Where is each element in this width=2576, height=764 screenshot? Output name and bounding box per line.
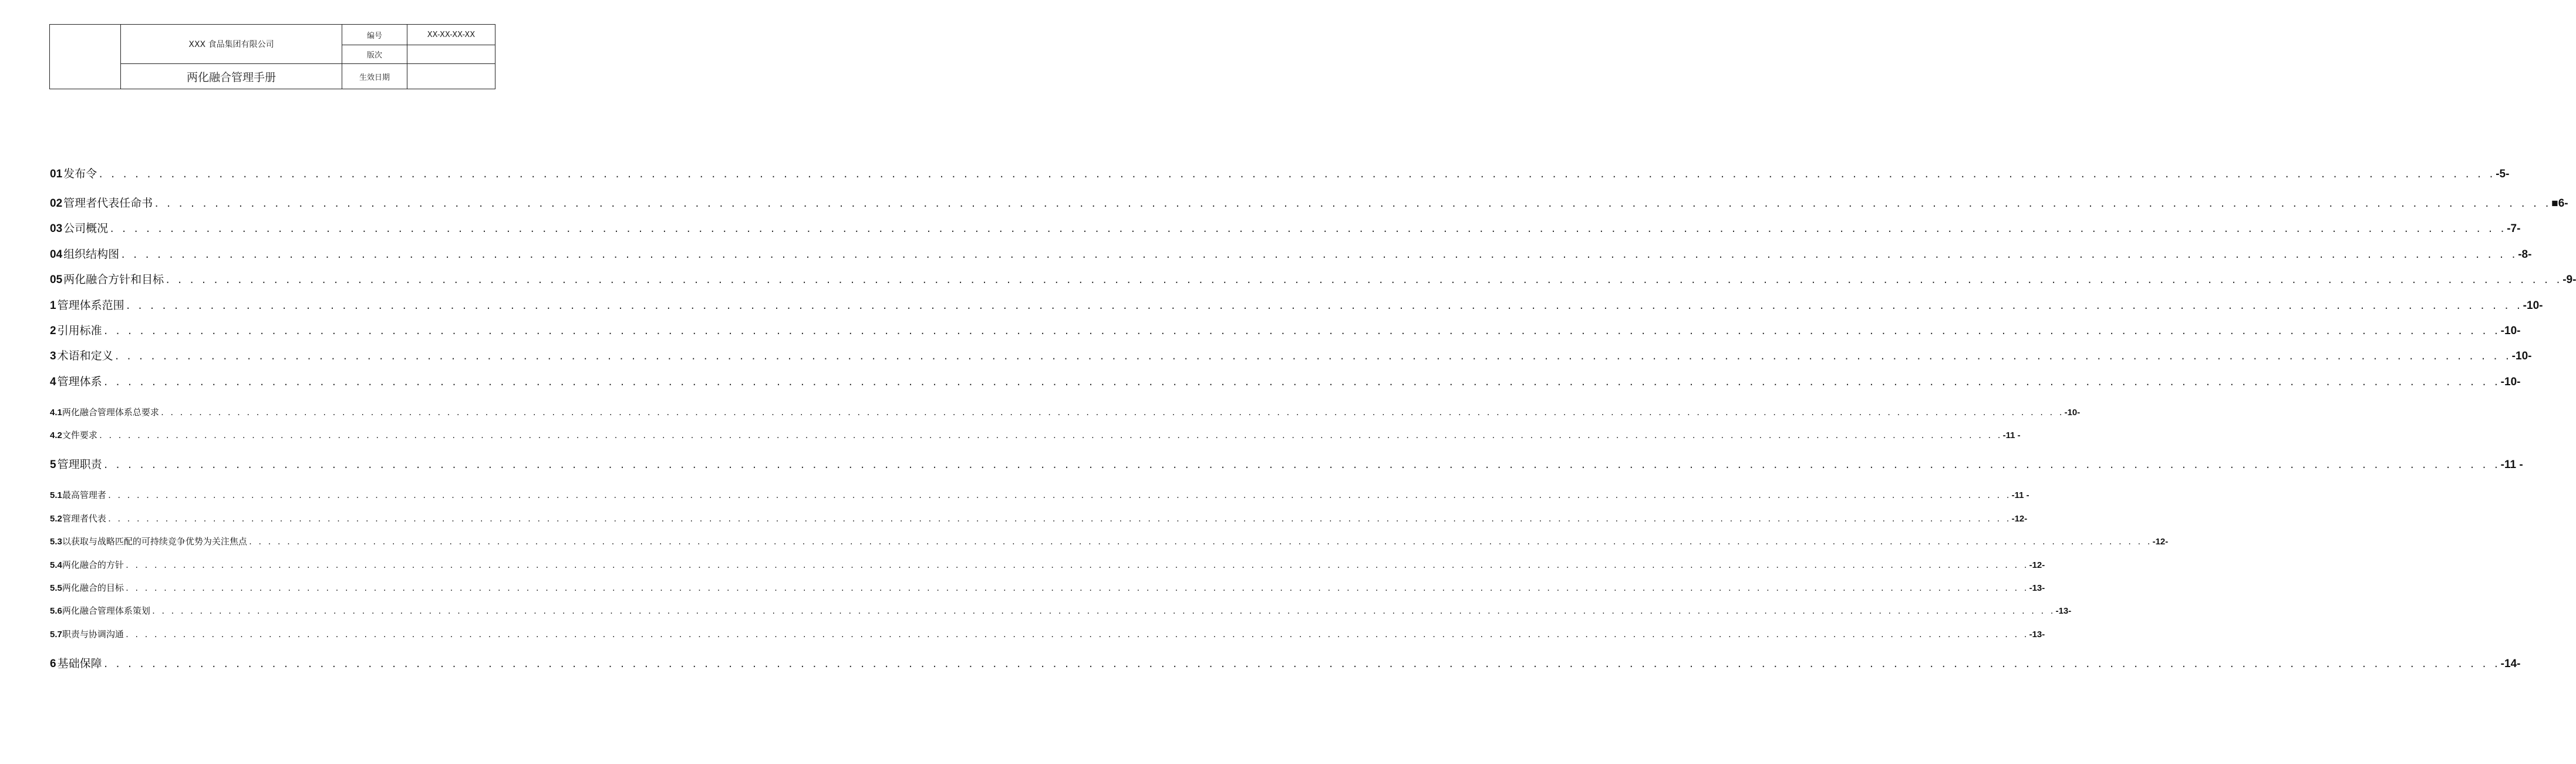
toc-leader: . . . . . . . . . . . . . . . . . . . . . . . . . . . . . . . . . . . . . . . . . . . . . . . . . . . . . . . . . . . . . . . . . . . . . . . . . . . . . . . . . . . . . . . . . . . . . . . . . . . . . . . . . . . . . . . . . . . . . . . . . . . . . . . . . . . . . . . . . . . . . . . . . . . . . . . . . . . . . . . . . . . . . . . . . . . . . . . . . . . . . . . . . . . . . . . . . . . . . . . .	[124, 631, 2028, 639]
toc-subentry[interactable]	[50, 581, 2045, 595]
toc-entry[interactable]	[50, 194, 2568, 212]
toc-number: 05	[50, 274, 63, 286]
toc-leader: . . . . . . . . . . . . . . . . . . . . . . . . . . . . . . . . . . . . . . . . . . . . . . . . . . . . . . . . . . . . . . . . . . . . . . . . . . . . . . . . . . . . . . . . . . . . . . . . . . . . . . . . . . . . . . . . . . . . . . . . . . . . . . . . . . . . . . . . . . . . . . . . . . . . . . . . . . . . . . . . . . . . . . . . . . . . . . . . . . . . . . . . . . . . . . . . . . . . . . . .	[114, 351, 2511, 362]
toc-page: -12-	[2152, 537, 2169, 547]
document-title: 两化融合管理手册	[121, 64, 342, 89]
toc-page: -9-	[2562, 274, 2576, 286]
toc-page: -10-	[2500, 325, 2521, 337]
toc-page: ■6-	[2551, 197, 2568, 210]
number-value: XX-XX-XX-XX	[407, 25, 495, 45]
toc-leader: . . . . . . . . . . . . . . . . . . . . . . . . . . . . . . . . . . . . . . . . . . . . . . . . . . . . . . . . . . . . . . . . . . . . . . . . . . . . . . . . . . . . . . . . . . . . . . . . . . . . . . . . . . . . . . . . . . . . . . . . . . . . . . . . . . . . . . . . . . . . . . . . . . . . . . . . . . . . . . . . . . . . . . . . . . . . . . . . . . . . . . . . . . . . . . . . . . . . . . . .	[125, 301, 2522, 311]
toc-leader: . . . . . . . . . . . . . . . . . . . . . . . . . . . . . . . . . . . . . . . . . . . . . . . . . . . . . . . . . . . . . . . . . . . . . . . . . . . . . . . . . . . . . . . . . . . . . . . . . . . . . . . . . . . . . . . . . . . . . . . . . . . . . . . . . . . . . . . . . . . . . . . . . . . . . . . . . . . . . . . . . . . . . . . . . . . . . . . . . . . . . . . . . . . . . . . . . . . . . . . .	[103, 377, 2500, 388]
toc-page: -13-	[2029, 583, 2045, 593]
toc-subentry[interactable]	[50, 558, 2045, 573]
toc-subentry[interactable]	[50, 406, 2081, 420]
toc-leader: . . . . . . . . . . . . . . . . . . . . . . . . . . . . . . . . . . . . . . . . . . . . . . . . . . . . . . . . . . . . . . . . . . . . . . . . . . . . . . . . . . . . . . . . . . . . . . . . . . . . . . . . . . . . . . . . . . . . . . . . . . . . . . . . . . . . . . . . . . . . . . . . . . . . . . . . . . . . . . . . . . . . . . . . . . . . . . . . . . . . . . . . . . . . . . . . . . . . . . . .	[103, 460, 2500, 470]
toc-page: -10-	[2523, 299, 2543, 312]
toc-number: 5.3	[50, 537, 62, 547]
toc-title: 职责与协调沟通	[62, 629, 124, 640]
toc-number: 04	[50, 248, 63, 261]
toc-title: 管理者代表	[62, 513, 106, 524]
toc-page: -11 -	[2002, 430, 2021, 440]
toc-leader: . . . . . . . . . . . . . . . . . . . . . . . . . . . . . . . . . . . . . . . . . . . . . . . . . . . . . . . . . . . . . . . . . . . . . . . . . . . . . . . . . . . . . . . . . . . . . . . . . . . . . . . . . . . . . . . . . . . . . . . . . . . . . . . . . . . . . . . . . . . . . . . . . . . . . . . . . . . . . . . . . . . . . . . . . . . . . . . . . . . . . . . . . . . . . . . . . . . . . . . .	[160, 409, 2064, 417]
toc-entry[interactable]	[50, 655, 2521, 672]
toc-page: -12-	[2011, 514, 2028, 524]
toc-page: -11 -	[2011, 490, 2029, 500]
toc-number: 6	[50, 658, 56, 670]
toc-title: 两化融合的目标	[62, 583, 124, 593]
toc-leader: . . . . . . . . . . . . . . . . . . . . . . . . . . . . . . . . . . . . . . . . . . . . . . . . . . . . . . . . . . . . . . . . . . . . . . . . . . . . . . . . . . . . . . . . . . . . . . . . . . . . . . . . . . . . . . . . . . . . . . . . . . . . . . . . . . . . . . . . . . . . . . . . . . . . . . . . . . . . . . . . . . . . . . . . . . . . . . . . . . . . . . . . . . . . . . . . . . . . . . . .	[98, 169, 2495, 180]
version-label: 版次	[342, 45, 407, 64]
toc-number: 3	[50, 350, 56, 362]
toc-title: 以获取与战略匹配的可持续竞争优势为关注焦点	[62, 536, 247, 547]
toc-leader: . . . . . . . . . . . . . . . . . . . . . . . . . . . . . . . . . . . . . . . . . . . . . . . . . . . . . . . . . . . . . . . . . . . . . . . . . . . . . . . . . . . . . . . . . . . . . . . . . . . . . . . . . . . . . . . . . . . . . . . . . . . . . . . . . . . . . . . . . . . . . . . . . . . . . . . . . . . . . . . . . . . . . . . . . . . . . . . . . . . . . . . . . . . . . . . . . . . . . . . .	[109, 224, 2506, 234]
toc-leader: . . . . . . . . . . . . . . . . . . . . . . . . . . . . . . . . . . . . . . . . . . . . . . . . . . . . . . . . . . . . . . . . . . . . . . . . . . . . . . . . . . . . . . . . . . . . . . . . . . . . . . . . . . . . . . . . . . . . . . . . . . . . . . . . . . . . . . . . . . . . . . . . . . . . . . . . . . . . . . . . . . . . . . . . . . . . . . . . . . . . . . . . . . . . . . . . . . . . . . . .	[120, 250, 2517, 260]
toc-leader: . . . . . . . . . . . . . . . . . . . . . . . . . . . . . . . . . . . . . . . . . . . . . . . . . . . . . . . . . . . . . . . . . . . . . . . . . . . . . . . . . . . . . . . . . . . . . . . . . . . . . . . . . . . . . . . . . . . . . . . . . . . . . . . . . . . . . . . . . . . . . . . . . . . . . . . . . . . . . . . . . . . . . . . . . . . . . . . . . . . . . . . . . . . . . . . . . . . . . . . .	[103, 659, 2500, 669]
toc-number: 5.2	[50, 514, 62, 524]
toc-entry[interactable]	[50, 322, 2521, 339]
toc-number: 03	[50, 223, 63, 235]
toc-entry[interactable]	[50, 456, 2523, 473]
toc-page: -11 -	[2500, 459, 2523, 471]
toc-leader: . . . . . . . . . . . . . . . . . . . . . . . . . . . . . . . . . . . . . . . . . . . . . . . . . . . . . . . . . . . . . . . . . . . . . . . . . . . . . . . . . . . . . . . . . . . . . . . . . . . . . . . . . . . . . . . . . . . . . . . . . . . . . . . . . . . . . . . . . . . . . . . . . . . . . . . . . . . . . . . . . . . . . . . . . . . . . . . . . . . . . . . . . . . . . . . . . . . . . . . .	[151, 607, 2055, 615]
toc-number: 02	[50, 197, 63, 210]
toc-leader: . . . . . . . . . . . . . . . . . . . . . . . . . . . . . . . . . . . . . . . . . . . . . . . . . . . . . . . . . . . . . . . . . . . . . . . . . . . . . . . . . . . . . . . . . . . . . . . . . . . . . . . . . . . . . . . . . . . . . . . . . . . . . . . . . . . . . . . . . . . . . . . . . . . . . . . . . . . . . . . . . . . . . . . . . . . . . . . . . . . . . . . . . . . . . . . . . . . . . . . .	[98, 432, 2002, 440]
toc-page: -7-	[2507, 223, 2521, 235]
toc-entry[interactable]	[50, 347, 2532, 365]
toc-number: 5.7	[50, 630, 62, 640]
toc-number: 01	[50, 168, 63, 180]
toc-title: 文件要求	[62, 430, 97, 440]
toc-number: 1	[50, 299, 56, 312]
toc-leader: . . . . . . . . . . . . . . . . . . . . . . . . . . . . . . . . . . . . . . . . . . . . . . . . . . . . . . . . . . . . . . . . . . . . . . . . . . . . . . . . . . . . . . . . . . . . . . . . . . . . . . . . . . . . . . . . . . . . . . . . . . . . . . . . . . . . . . . . . . . . . . . . . . . . . . . . . . . . . . . . . . . . . . . . . . . . . . . . . . . . . . . . . . . . . . . . . . . . . . . .	[165, 275, 2562, 285]
toc-number: 4.1	[50, 408, 62, 418]
toc-number: 5.5	[50, 583, 62, 593]
toc-subentry[interactable]	[50, 512, 2028, 526]
toc-subentry[interactable]	[50, 429, 2021, 443]
toc-page: -5-	[2496, 168, 2510, 180]
toc-subentry[interactable]	[50, 604, 2072, 618]
toc-page: -13-	[2029, 630, 2045, 640]
toc-title: 管理体系	[57, 375, 102, 388]
toc-leader: . . . . . . . . . . . . . . . . . . . . . . . . . . . . . . . . . . . . . . . . . . . . . . . . . . . . . . . . . . . . . . . . . . . . . . . . . . . . . . . . . . . . . . . . . . . . . . . . . . . . . . . . . . . . . . . . . . . . . . . . . . . . . . . . . . . . . . . . . . . . . . . . . . . . . . . . . . . . . . . . . . . . . . . . . . . . . . . . . . . . . . . . . . . . . . . . . . . . . . . .	[103, 326, 2500, 336]
toc-number: 5.4	[50, 560, 62, 570]
toc-title: 最高管理者	[62, 490, 106, 500]
toc-title: 基础保障	[57, 657, 102, 670]
toc-title: 管理体系范围	[57, 299, 124, 312]
toc-page: -13-	[2055, 606, 2072, 616]
toc-subentry[interactable]	[50, 535, 2169, 549]
toc-page: -10-	[2500, 376, 2521, 388]
toc-page: -10-	[2064, 408, 2081, 418]
toc-leader: . . . . . . . . . . . . . . . . . . . . . . . . . . . . . . . . . . . . . . . . . . . . . . . . . . . . . . . . . . . . . . . . . . . . . . . . . . . . . . . . . . . . . . . . . . . . . . . . . . . . . . . . . . . . . . . . . . . . . . . . . . . . . . . . . . . . . . . . . . . . . . . . . . . . . . . . . . . . . . . . . . . . . . . . . . . . . . . . . . . . . . . . . . . . . . . . . . . . . . . .	[124, 584, 2028, 593]
toc-entry[interactable]	[50, 271, 2576, 288]
toc-number: 2	[50, 325, 56, 337]
toc-leader: . . . . . . . . . . . . . . . . . . . . . . . . . . . . . . . . . . . . . . . . . . . . . . . . . . . . . . . . . . . . . . . . . . . . . . . . . . . . . . . . . . . . . . . . . . . . . . . . . . . . . . . . . . . . . . . . . . . . . . . . . . . . . . . . . . . . . . . . . . . . . . . . . . . . . . . . . . . . . . . . . . . . . . . . . . . . . . . . . . . . . . . . . . . . . . . . . . . . . . . .	[107, 515, 2011, 523]
toc-page: -12-	[2029, 560, 2045, 570]
toc-leader: . . . . . . . . . . . . . . . . . . . . . . . . . . . . . . . . . . . . . . . . . . . . . . . . . . . . . . . . . . . . . . . . . . . . . . . . . . . . . . . . . . . . . . . . . . . . . . . . . . . . . . . . . . . . . . . . . . . . . . . . . . . . . . . . . . . . . . . . . . . . . . . . . . . . . . . . . . . . . . . . . . . . . . . . . . . . . . . . . . . . . . . . . . . . . . . . . . . . . . . .	[124, 561, 2028, 570]
toc-entry[interactable]	[50, 373, 2521, 391]
toc-entry[interactable]	[50, 245, 2532, 263]
toc-leader: . . . . . . . . . . . . . . . . . . . . . . . . . . . . . . . . . . . . . . . . . . . . . . . . . . . . . . . . . . . . . . . . . . . . . . . . . . . . . . . . . . . . . . . . . . . . . . . . . . . . . . . . . . . . . . . . . . . . . . . . . . . . . . . . . . . . . . . . . . . . . . . . . . . . . . . . . . . . . . . . . . . . . . . . . . . . . . . . . . . . . . . . . . . . . . . . . . . . . . . .	[154, 198, 2551, 209]
toc-subentry[interactable]	[50, 489, 2029, 503]
toc-title: 发布令	[63, 167, 97, 180]
toc-number: 5.6	[50, 606, 62, 616]
toc-subentry[interactable]	[50, 628, 2045, 642]
toc-title: 两化融合方针和目标	[63, 273, 164, 286]
company-name: XXX 食品集团有限公司	[121, 25, 342, 64]
toc-title: 组织结构图	[63, 248, 120, 261]
toc-entry[interactable]	[50, 297, 2543, 314]
toc-number: 5.1	[50, 490, 62, 500]
toc-leader: . . . . . . . . . . . . . . . . . . . . . . . . . . . . . . . . . . . . . . . . . . . . . . . . . . . . . . . . . . . . . . . . . . . . . . . . . . . . . . . . . . . . . . . . . . . . . . . . . . . . . . . . . . . . . . . . . . . . . . . . . . . . . . . . . . . . . . . . . . . . . . . . . . . . . . . . . . . . . . . . . . . . . . . . . . . . . . . . . . . . . . . . . . . . . . . . . . . . . . . .	[248, 538, 2152, 546]
toc-title: 管理者代表任命书	[63, 197, 153, 210]
toc-title: 公司概况	[63, 222, 109, 235]
toc-entry[interactable]	[50, 165, 2510, 183]
toc-number: 4.2	[50, 430, 62, 440]
toc-title: 两化融合的方针	[62, 560, 124, 570]
toc-entry[interactable]	[50, 220, 2521, 237]
toc-title: 引用标准	[57, 324, 102, 337]
toc-leader: . . . . . . . . . . . . . . . . . . . . . . . . . . . . . . . . . . . . . . . . . . . . . . . . . . . . . . . . . . . . . . . . . . . . . . . . . . . . . . . . . . . . . . . . . . . . . . . . . . . . . . . . . . . . . . . . . . . . . . . . . . . . . . . . . . . . . . . . . . . . . . . . . . . . . . . . . . . . . . . . . . . . . . . . . . . . . . . . . . . . . . . . . . . . . . . . . . . . . . . .	[107, 492, 2011, 500]
toc-number: 4	[50, 376, 56, 388]
number-label: 编号	[342, 25, 407, 45]
toc-page: -14-	[2500, 658, 2521, 670]
toc-number: 5	[50, 459, 56, 471]
toc-title: 管理职责	[57, 458, 102, 471]
toc-title: 术语和定义	[57, 349, 113, 362]
toc-title: 两化融合管理体系策划	[62, 605, 150, 616]
toc-title: 两化融合管理体系总要求	[62, 407, 159, 418]
effective-date-label: 生效日期	[342, 64, 407, 89]
toc-page: -8-	[2518, 248, 2532, 261]
toc-page: -10-	[2511, 350, 2532, 362]
